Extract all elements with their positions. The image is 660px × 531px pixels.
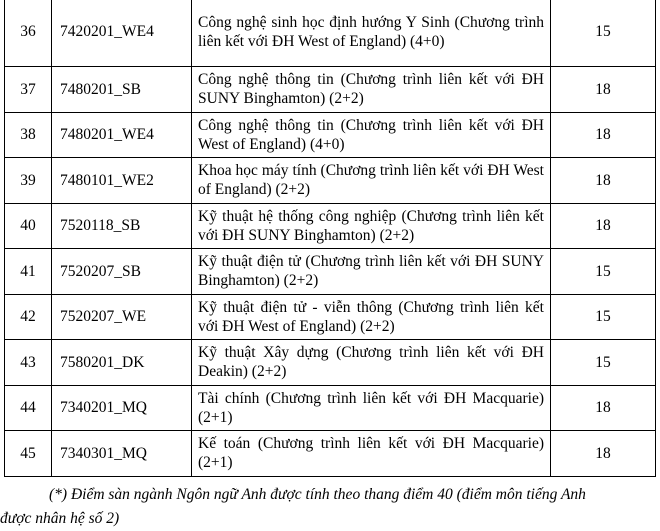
row-number: 42 [5, 294, 52, 340]
major-name: Kỹ thuật điện tử - viễn thông (Chương trình liên kết với ĐH West of England) (2+2) [192, 294, 551, 340]
table-row [5, 67, 656, 113]
table-row [5, 249, 656, 295]
major-code: 7520118_SB [52, 203, 192, 249]
footnote-line-2: được nhân hệ số 2) [0, 510, 120, 527]
major-name: Kế toán (Chương trình liên kết với ĐH Macquarie) (2+1) [192, 431, 551, 477]
major-code: 7420201_WE4 [52, 0, 192, 67]
major-code: 7480201_WE4 [52, 112, 192, 158]
major-code: 7480201_SB [52, 67, 192, 113]
major-code: 7520207_WE [52, 294, 192, 340]
floor-score: 18 [551, 431, 656, 477]
major-name: Công nghệ thông tin (Chương trình liên kết với ĐH West of England) (4+0) [192, 112, 551, 158]
row-number: 41 [5, 249, 52, 295]
major-name: Kỹ thuật Xây dựng (Chương trình liên kết với ĐH Deakin) (2+2) [192, 340, 551, 386]
floor-score: 18 [551, 158, 656, 204]
major-code: 7520207_SB [52, 249, 192, 295]
major-code: 7480101_WE2 [52, 158, 192, 204]
floor-score: 18 [551, 203, 656, 249]
major-name: Công nghệ thông tin (Chương trình liên kết với ĐH SUNY Binghamton) (2+2) [192, 67, 551, 113]
footnote [0, 483, 656, 531]
floor-score: 18 [551, 67, 656, 113]
row-number: 43 [5, 340, 52, 386]
row-number: 37 [5, 67, 52, 113]
floor-score: 15 [551, 249, 656, 295]
row-number: 45 [5, 431, 52, 477]
floor-score: 15 [551, 340, 656, 386]
major-name: Kỹ thuật hệ thống công nghiệp (Chương trình liên kết với ĐH SUNY Binghamton) (2+2) [192, 203, 551, 249]
floor-score: 18 [551, 112, 656, 158]
floor-score: 18 [551, 385, 656, 431]
major-code: 7340201_MQ [52, 385, 192, 431]
footnote-line-1: (*) Điểm sàn ngành Ngôn ngữ Anh được tính theo thang điểm 40 (điểm môn tiếng Anh [49, 486, 586, 503]
row-number: 39 [5, 158, 52, 204]
row-number: 38 [5, 112, 52, 158]
major-name: Khoa học máy tính (Chương trình liên kết với ĐH West of England) (2+2) [192, 158, 551, 204]
row-number: 44 [5, 385, 52, 431]
table-row [5, 0, 656, 67]
major-name: Tài chính (Chương trình liên kết với ĐH Macquarie) (2+1) [192, 385, 551, 431]
major-code: 7340301_MQ [52, 431, 192, 477]
table-row [5, 158, 656, 204]
table-row [5, 294, 656, 340]
row-number: 36 [5, 0, 52, 67]
floor-score: 15 [551, 294, 656, 340]
table-row [5, 340, 656, 386]
row-number: 40 [5, 203, 52, 249]
table-row [5, 431, 656, 477]
table-row [5, 385, 656, 431]
major-code: 7580201_DK [52, 340, 192, 386]
table-row [5, 112, 656, 158]
table-row [5, 203, 656, 249]
floor-score: 15 [551, 0, 656, 67]
admission-score-table [4, 0, 656, 477]
major-name: Công nghệ sinh học định hướng Y Sinh (Chương trình liên kết với ĐH West of England) (4+0) [192, 0, 551, 67]
major-name: Kỹ thuật điện tử (Chương trình liên kết với ĐH SUNY Binghamton) (2+2) [192, 249, 551, 295]
